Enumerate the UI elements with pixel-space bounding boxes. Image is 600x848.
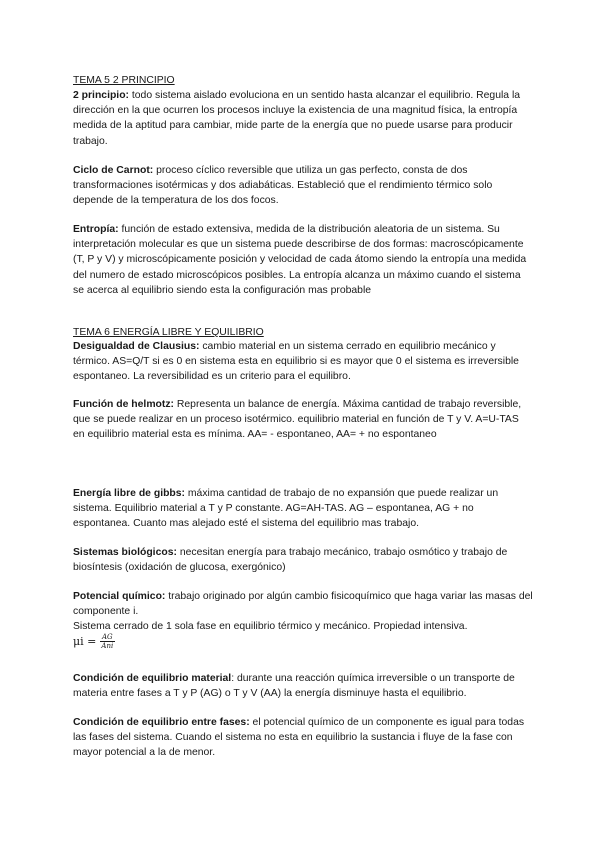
formula-numerator: AG [101,633,113,641]
term-label: Desigualdad de Clausius: [73,341,200,352]
paragraph-text: máxima cantidad de trabajo de no expansión que puede realizar un sistema. Equilibrio material a T y P constante. AG=AH-TAS. AG – espontanea, AG + no espontanea. Cuanto mas alejado esté el sistema del equilibrio mas trabajo. [73,488,499,530]
paragraph-text: cambio material en un sistema cerrado en equilibrio mecánico y térmico. AS=Q/T si es 0 en sistema esta en equilibrio si es mayor que 0 el sistema es irreversible espontaneo. La reversibilidad es un criterio para el equilibro. [73,341,519,383]
paragraph-text: proceso cíclico reversible que utiliza un gas perfecto, consta de dos transformaciones isotérmicas y dos adiabáticas. Estableció que el rendimiento térmico solo depende de la temperatura de los dos focos. [73,165,493,207]
paragraph-text: : durante una reacción química irreversible o un transporte de materia entre fases a T y P (AG) o T y V (AA) la energía disminuye hasta el equilibrio. [73,673,515,700]
paragraph-sistemas-biologicos [73,545,533,575]
term-label: Sistemas biológicos: [73,547,177,558]
formula-denominator: Ani [101,642,114,650]
paragraph-text: Representa un balance de energía. Máxima cantidad de trabajo reversible, que se puede realizar en un proceso isotérmico. equilibrio material en función de T y V. A=U-TAS en equilibrio material esta es mínima. AA= - espontaneo, AA= + no espontaneo [73,399,522,441]
chemical-potential-formula [73,633,115,650]
paragraph-entropia [73,222,533,298]
term-label: Energía libre de gibbs: [73,488,186,499]
term-label: Entropía: [73,224,119,235]
paragraph-gibbs [73,486,533,532]
formula-fraction [99,633,115,650]
paragraph-text: necesitan energía para trabajo mecánico, trabajo osmótico y trabajo de biosíntesis (oxidación de glucosa, exergónico) [73,547,508,574]
paragraph-text: todo sistema aislado evoluciona en un sentido hasta alcanzar el equilibrio. Regula la dirección en la que ocurren los procesos incluye la existencia de una magnitud física, la entropía medida de la aptitud para cambiar, mide parte de la energía que no puede usarse para producir trabajo. [73,90,521,147]
formula-lhs: μi = [73,634,97,648]
term-label: Función de helmotz: [73,399,175,410]
section-heading-tema5: TEMA 5 2 PRINCIPIO [73,75,175,86]
paragraph-potencial-line2: Sistema cerrado de 1 sola fase en equilibrio térmico y mecánico. Propiedad intensiva. [73,621,468,632]
paragraph-potencial-quimico [73,589,533,619]
term-label: Condición de equilibrio material [73,673,232,684]
paragraph-segundo-principio [73,88,533,149]
paragraph-ciclo-carnot [73,163,533,209]
term-label: 2 principio: [73,90,129,101]
paragraph-text: función de estado extensiva, medida de la distribución aleatoria de un sistema. Su interpretación molecular es que un sistema puede describirse de dos formas: macroscópicamente (T, P y V) y microscópicamente posición y velocidad de cada átomo siendo la entropía una medida del numero de estado microscópicos posibles. La entropía alcanza un máximo cuando el sistema se acerca al equilibrio siendo esta la configuración mas probable [73,224,527,296]
paragraph-condicion-fases [73,715,533,761]
paragraph-text: el potencial químico de un componente es igual para todas las fases del sistema. Cuando el sistema no esta en equilibrio la sustancia i fluye de la fase con mayor potencial a la de menor. [73,717,525,759]
term-label: Ciclo de Carnot: [73,165,154,176]
paragraph-helmotz [73,397,533,443]
section-heading-tema6: TEMA 6 ENERGÍA LIBRE Y EQUILIBRIO [73,327,264,338]
paragraph-clausius [73,339,533,385]
paragraph-condicion-material [73,671,533,701]
paragraph-text: trabajo originado por algún cambio fisicoquímico que haga variar las masas del componente i. [73,591,533,618]
term-label: Potencial químico: [73,591,166,602]
term-label: Condición de equilibrio entre fases: [73,717,250,728]
